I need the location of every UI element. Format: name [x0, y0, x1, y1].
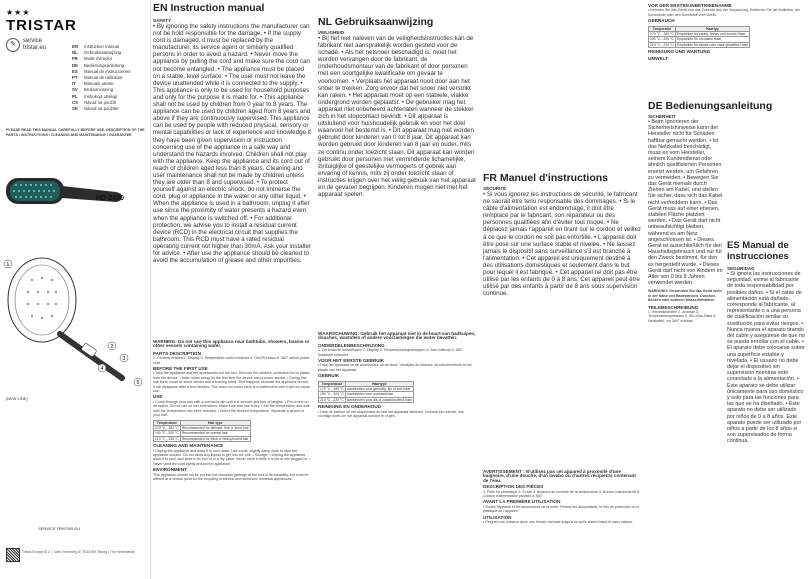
- table-cell: Recommended for normal hair: [180, 431, 250, 436]
- title-nl: NL Gebruiksaanwijzing: [318, 16, 434, 28]
- nl-safety-text: • Bij het niet naleven van de veiligheidsinstructies kan de fabrikant niet aansprakelijk worden gesteld voor de schade. • Als het netsnoer beschadigd is, moet het worden vervangen door de fabrikant, de onderhoudsmonteur van de fabrikant of door personen met een soortgelijke kwalificatie om gevaar te voorkomen. • Verplaats het apparaat nooit door aan het snoer te trekken. Zorg ervoor dat het snoer niet verstrikt kan raken. • Het apparaat moet op een stabiele, vlakke ondergrond worden geplaatst. • De gebruiker mag het apparaat niet onbeheerd achterlaten wanneer de stekker zich in het stopcontact bevindt. • Dit apparaat is uitsluitend voor huishoudelijk gebruik en voor het doel waarvoor het bestemd is. • Dit apparaat mag niet worden gebruikt door kinderen van 0 tot 8 jaar. Dit apparaat kan worden gebruikt door kinderen van 8 jaar en ouder, mits ze continu onder toezicht staan. Dit apparaat kan worden gebruikt door personen met verminderde lichamelijke, zintuiglijke of geestelijke vermogens of gebrek aan ervaring of kennis, mits zij onder toezicht staan of instructies krijgen over het veilig gebruik van het apparaat en de gevaren begrijpen. Kinderen mogen niet met het apparaat spelen.: [318, 35, 476, 199]
- cover-page: [0, 0, 151, 579]
- language-label: Gebruiksaanwijzing: [84, 50, 122, 56]
- language-code: FR: [72, 56, 78, 62]
- table-header: Temperatur: [649, 26, 676, 31]
- table-cell: Aanbevolen voor gevoelig, fijn of kort haar: [345, 387, 413, 392]
- en-before-text: • Take the appliance and the accessories out the box. Remove the stickers, protective foil or plastic from the device. • Note: when using for the first time the device can produce smoke. • During first use there could be some smoke and a burning smell. This happens because the appliance is new. It will disappear after a few minutes. This does not mean there is a malfunction and it will not cause use.: [153, 371, 311, 394]
- table-cell: Recommended for delicate, fine or short hair: [181, 425, 249, 430]
- table-cell: 210 °C - 230 °C: [155, 436, 179, 441]
- language-label: Mode d'emploi: [84, 56, 112, 62]
- cover-footer: Tristar Europe B.V. | Jules Verneweg 87 5015 BH Tilburg | The Netherlands: [22, 550, 135, 554]
- service-badge: [6, 38, 46, 52]
- table-cell: 210 °C - 230 °C: [650, 42, 674, 47]
- svg-text:1: 1: [6, 262, 10, 268]
- title-es: ES Manual de instrucciones: [727, 240, 789, 262]
- model-number: HD-2400: [96, 195, 125, 202]
- table-row: [319, 397, 414, 402]
- table-cell: 170 °C - 180 °C: [320, 387, 344, 392]
- table-cell: Recommended for thick or heavy/curled hair: [181, 436, 249, 441]
- table-cell: Empfohlen für zartes, feines und kurzes Haar: [675, 32, 749, 37]
- en-safety-heading: SAFETY: [153, 18, 172, 23]
- language-code: SV: [72, 87, 78, 93]
- es-safety-heading: SEGURIDAD: [727, 266, 755, 271]
- page-german-spanish: [645, 0, 808, 579]
- fr-safety-heading: SÉCURITÉ: [483, 186, 507, 191]
- es-safety-text: • Si ignora las instrucciones de seguridad, exime al fabricante de toda responsabilidad por posibles daños. • Si el cable de alimentación está dañado, corresponde al fabricante, al representante o a una persona de cualificación similar su sustitución para evitar riesgos. • Nunca mueva el aparato tirando del cable y asegúrese de que no se pueda enrollar con el cable. • El aparato debe colocarse sobre una superficie estable y nivelada. • El usuario no debe dejar el dispositivo sin supervisión mientras esté conectado a la alimentación. • Este aparato se debe utilizar únicamente para uso doméstico y solo para las funciones para las que se ha diseñado. • Este aparato no debe ser utilizado por niños de 0 a 8 años. Este aparato puede ser utilizado por niños a partir de los 8 años si son supervisados de forma continua.: [727, 271, 805, 445]
- title-de: DE Bedienungsanleitung: [648, 100, 773, 112]
- de-warning: WARNUNG: Verwenden Sie das Gerät nicht in der Nähe von Badewannen, Duschen, Becken oder anderen Wasserbehältern.: [648, 289, 722, 303]
- service-site: tristar.eu: [23, 45, 47, 51]
- language-code: EN: [72, 44, 78, 49]
- service-label: service: [23, 38, 43, 44]
- page-dutch: [315, 0, 480, 579]
- en-parts-heading: PARTS DESCRIPTION: [153, 350, 201, 356]
- ceramic-bristles: [10, 181, 60, 201]
- qr-code-icon: [6, 548, 20, 562]
- language-code: CS: [72, 99, 78, 105]
- fr-parts-heading: DESCRIPTION DES PIÈCES: [483, 484, 544, 490]
- nl-temperature-table: [318, 381, 414, 404]
- nl-use-heading: GEBRUIK: [318, 373, 340, 379]
- language-code: ES: [72, 68, 78, 74]
- title-fr: FR Manuel d'instructions: [483, 172, 609, 184]
- table-cell: 190 °C - 200 °C: [320, 392, 344, 397]
- language-code: PT: [72, 75, 78, 81]
- fr-parts-list: 1. Poils en céramique 2. Écran 3. Boutons de contrôle de la température 4. Bouton marche/arrêt 5. Cordon d'alimentation pivotant à 360°: [483, 489, 640, 499]
- table-row: [649, 32, 750, 37]
- table-row: [154, 425, 251, 430]
- language-list: [72, 44, 148, 112]
- table-cell: 170 °C - 180 °C: [155, 425, 179, 430]
- parts-label: [NEW LINE]: [6, 396, 28, 401]
- nl-cleaning-heading: REINIGING EN ONDERHOUD: [318, 404, 382, 410]
- table-cell: 170 °C - 180 °C: [650, 32, 674, 37]
- en-use-text: • Comb through your hair with a normal brush until it is smooth and free of tangles. • Put on the on-off switch. Do not use on wet extensions. Make sure that hair is dry. • Set the temperature and wait until the temperature has been reached. • Select the desired temperature. Separate a strand of your hair.: [153, 399, 310, 418]
- fr-safety-text: • Si vous ignorez les instructions de sécurité, le fabricant ne saurait être tenu responsable des dommages. • Si le câble d'alimentation est endommagé, il doit être remplacé par le fabricant, son réparateur ou des personnes qualifiées afin d'éviter tout risque. • Ne déplacez jamais l'appareil en tirant sur le cordon et veillez à ce que le cordon ne soit pas entortillé. • L'appareil doit être posé sur une surface stable et nivelée. • Ne laissez jamais le dispositif sans surveillance s'il est branché à l'alimentation. • Cet appareil est uniquement destiné à des utilisations domestiques et seulement dans le but pour lequel il est fabriqué. • Cet appareil ne doit pas être utilisé par les enfants de 0 à 8 ans. Cet appareil peut être utilisé par des enfants à partir de 8 ans sous supervision continue.: [483, 191, 642, 298]
- svg-text:4: 4: [100, 366, 104, 372]
- de-safety-text: • Beim Ignorieren der Sicherheitshinweise kann der Hersteller nicht für Schäden haftbar gemacht werden. • Ist das Netzkabel beschädigt, muss es vom Hersteller, seinem Kundendienst oder ähnlich qualifizierten Personen ersetzt werden, um Gefahren zu vermeiden. • Bewegen Sie das Gerät niemals durch Ziehen am Kabel, und stellen Sie sicher, dass sich das Kabel nicht verheddern kann. • Das Gerät muss auf einer ebenen, stabilen Fläche platziert werden. • Das Gerät darf nicht unbeaufsichtigt bleiben, während es am Netz angeschlossen ist. • Dieses Gerät ist ausschließlich für den Haushaltsgebrauch und nur für den Zweck bestimmt, für den es hergestellt wurde. • Dieses Gerät darf nicht von Kindern im Alter von 0 bis 8 Jahren verwendet werden.: [648, 119, 723, 287]
- table-row: [319, 387, 414, 392]
- en-environment-heading: ENVIRONMENT: [153, 467, 187, 473]
- de-parts-heading: TEILEBESCHREIBUNG: [648, 304, 699, 310]
- en-environment-text: This appliance should not be put into the domestic garbage at the end of its durability, but must be offered at a central point for the recycling of electric and electronic domestic appliances.: [153, 472, 309, 481]
- service-website: SERVICE.TRISTAR.EU: [38, 526, 81, 531]
- language-label: Návod na použitie: [84, 106, 119, 112]
- language-label: Instruction manual: [84, 44, 120, 49]
- table-cell: Aanbevolen voor dik of zwaar/krullend haar: [346, 397, 412, 402]
- de-temperature-table: [648, 26, 750, 49]
- language-label: Manual de utilizador: [84, 75, 123, 81]
- en-before-heading: BEFORE THE FIRST USE: [153, 366, 208, 372]
- nl-cleaning-text: • Haal de stekker uit het stopcontact en laat het apparaat afkoelen. Gebruik een zachte, iets vochtige doek om het apparaat schoon te vegen.: [318, 409, 464, 419]
- table-header: Haartype: [345, 381, 413, 386]
- language-code: DE: [72, 62, 78, 68]
- de-before-heading: VOR DER ERSTEN INBETRIEBNAHME: [648, 3, 732, 8]
- nl-warning: WAARSCHUWING: Gebruik het apparaat niet in de buurt van badkuipen, douches, wastafels of andere voorzieningen die water bevatten.: [318, 331, 476, 341]
- language-label: Instrukcja obsługi: [84, 93, 118, 99]
- en-temperature-table: [153, 420, 251, 443]
- de-before-text: • Nehmen Sie das Gerät und das Zubehör aus der Verpackung. Entfernen Sie die Aufkleber, die Schutzfolie oder den Kunststoff vom Gerät.: [648, 8, 801, 17]
- nl-safety-heading: VEILIGHEID: [318, 30, 345, 35]
- fr-before-text: • Sortez l'appareil et les accessoires de la boîte. Retirez les autocollants, le film de protection ou le plastique de l'appareil.: [483, 504, 640, 514]
- fr-warning: AVERTISSEMENT : N'utilisez pas cet appareil à proximité d'une baignoire, d'une douche, d'un lavabo ou d'autres récipients contenant de l'eau.: [483, 469, 636, 483]
- table-cell: Empfohlen für dickes oder stark gewelltes Haar: [676, 42, 748, 47]
- nl-parts-list: 1. Keramische borstelharen 2. Display 3. Temperatuurregelknoppen 4. Aan-/uitknop 5. 360° draaibare netsnoer: [318, 348, 464, 357]
- table-row: [649, 42, 750, 47]
- language-label: Manuale utente: [84, 81, 114, 87]
- nl-before-text: • Haal het apparaat en de accessoires uit de doos. Verwijder de stickers, de beschermfolie of het plastic van het apparaat.: [318, 363, 472, 372]
- table-cell: Aanbevolen voor normaal haar: [345, 392, 413, 397]
- cover-warning: PLEASE READ THIS MANUAL CAREFULLY BEFORE USE. DESCRIPTION OF THE PARTS / INSTRUCTIONS / CLEANING AND MAINTENANCE / GUARANTEE: [6, 128, 145, 137]
- svg-text:5: 5: [136, 380, 140, 386]
- language-code: IT: [72, 81, 76, 87]
- brand-logo: [6, 8, 77, 34]
- en-cleaning-heading: CLEANING AND MAINTENANCE: [153, 443, 224, 449]
- en-warning: WARNING: Do not use this appliance near bathtubs, showers, basins or other vessels containing water.: [153, 339, 310, 349]
- language-label: Návod na použití: [84, 99, 117, 105]
- language-label: Bedienungsanleitung: [84, 62, 125, 68]
- table-cell: Empfohlen für normales Haar: [675, 37, 749, 42]
- language-code: PL: [72, 93, 78, 99]
- en-safety-text: • By ignoring the safety instructions the manufacturer can not be hold responsible for the damage. • If the supply cord is damaged, it must be replaced by the manufacturer, its service agent or similarly qualified persons in order to avoid a hazard. • Never move the appliance by pulling the cord and make sure the cord can not become entangled. • The appliance must be placed on a stable, level surface. • The user must not leave the device unattended while it is connected to the supply. • This appliance is only to be used for household purposes and only for the purpose it is made for. • This appliance shall not be used by children from 0 year to 8 years. The appliance can be used by children aged from 8 years and above if they are continuously supervised. This appliance can be used by people with reduced physical, sensory or mental capabilities or lack of experience and knowledge if they have been given supervision or instruction concerning use of the appliance in a safe way and understand the hazards involved. Children shall not play with the appliance. Keep the appliance and its cord out of reach of children aged less than 8 years. Cleaning and user maintenance shall not be made by children unless they are older than 8 and supervised. • To protect yourself against an electric shock, do not immerse the cord, plug or appliance in the water or any other liquid. • When the appliance is used in a bathroom, unplug it after use since the proximity of water presents a hazard even when the appliance is switched off. • For additional protection, we advise you to install a residual current device (RCD) in the electrical circuit that supplies the bathroom. This RCD must have a rated residual operating current not higher than 30mA. Ask your installer for advice. • After use the appliance should be cleaned to avoid the accumulation of grease and other impurities.: [153, 23, 311, 265]
- parts-diagram: [2, 250, 148, 390]
- language-label: Manual de instrucciones: [84, 68, 131, 74]
- language-label: Bruksanvisning: [84, 87, 114, 93]
- brand-name: TRISTAR: [6, 17, 77, 34]
- nl-parts-heading: ONDERDELENBESCHRIJVING: [318, 342, 385, 348]
- en-use-heading: USE: [153, 394, 163, 400]
- table-cell: 190 °C - 200 °C: [155, 431, 179, 436]
- de-cleaning-heading: REINIGUNG UND WARTUNG: [648, 49, 711, 55]
- table-header: Temperatuur: [319, 381, 346, 386]
- fr-use-heading: UTILISATION: [483, 514, 512, 520]
- de-parts-list: 1. Keramikborsten 2. Anzeige 3. Temperaturregeltasten 4. Ein-/Aus-Taste 5. Netzkabel, um 360° drehbar: [648, 309, 717, 323]
- brand-stars: ★★★: [6, 8, 31, 17]
- page-french: [480, 0, 645, 579]
- fr-before-heading: AVANT LA PREMIÈRE UTILISATION: [483, 499, 561, 505]
- fr-use-text: • Peignez vos cheveux avec une brosse normale jusqu'à ce qu'ils soient lisses et sans nœuds.: [483, 520, 634, 525]
- en-parts-list: 1. Ceramic bristles 2. Display 3. Temperature control buttons 4. On/Off button 5. 360° swivel power cord: [153, 356, 310, 365]
- table-header: Hair type: [180, 420, 250, 425]
- table-cell: 210 °C - 230 °C: [320, 397, 344, 402]
- table-header: Haartyp: [675, 26, 749, 31]
- language-code: NL: [72, 50, 78, 56]
- en-cleaning-text: • Unplug the appliance and allow it to cool down. Use a soft, slightly damp cloth to wipe the appliance surface. Do not allow any liquids to get into the unit. • Storage. • Unplug the appliance, allow it to cool, and store in its box or in a dry place. Never store it while it is hot or still plugged in. • Never wind the cord tightly around the appliance.: [153, 448, 311, 466]
- svg-text:2: 2: [110, 344, 114, 350]
- title-en: EN Instruction manual: [153, 2, 265, 14]
- table-header: Temperature: [154, 420, 181, 425]
- table-cell: 190 °C - 200 °C: [650, 37, 674, 42]
- page-english: [150, 0, 315, 579]
- wrench-icon: ✎: [6, 38, 20, 52]
- de-safety-heading: SICHERHEIT: [648, 114, 676, 119]
- de-environment-heading: UMWELT: [648, 55, 668, 61]
- language-code: SK: [72, 106, 78, 112]
- de-use-heading: GEBRAUCH: [648, 18, 675, 24]
- nl-before-heading: VOOR HET EERSTE GEBRUIK: [318, 358, 385, 364]
- language-item: [72, 106, 148, 112]
- svg-text:3: 3: [122, 356, 126, 362]
- table-row: [154, 436, 251, 441]
